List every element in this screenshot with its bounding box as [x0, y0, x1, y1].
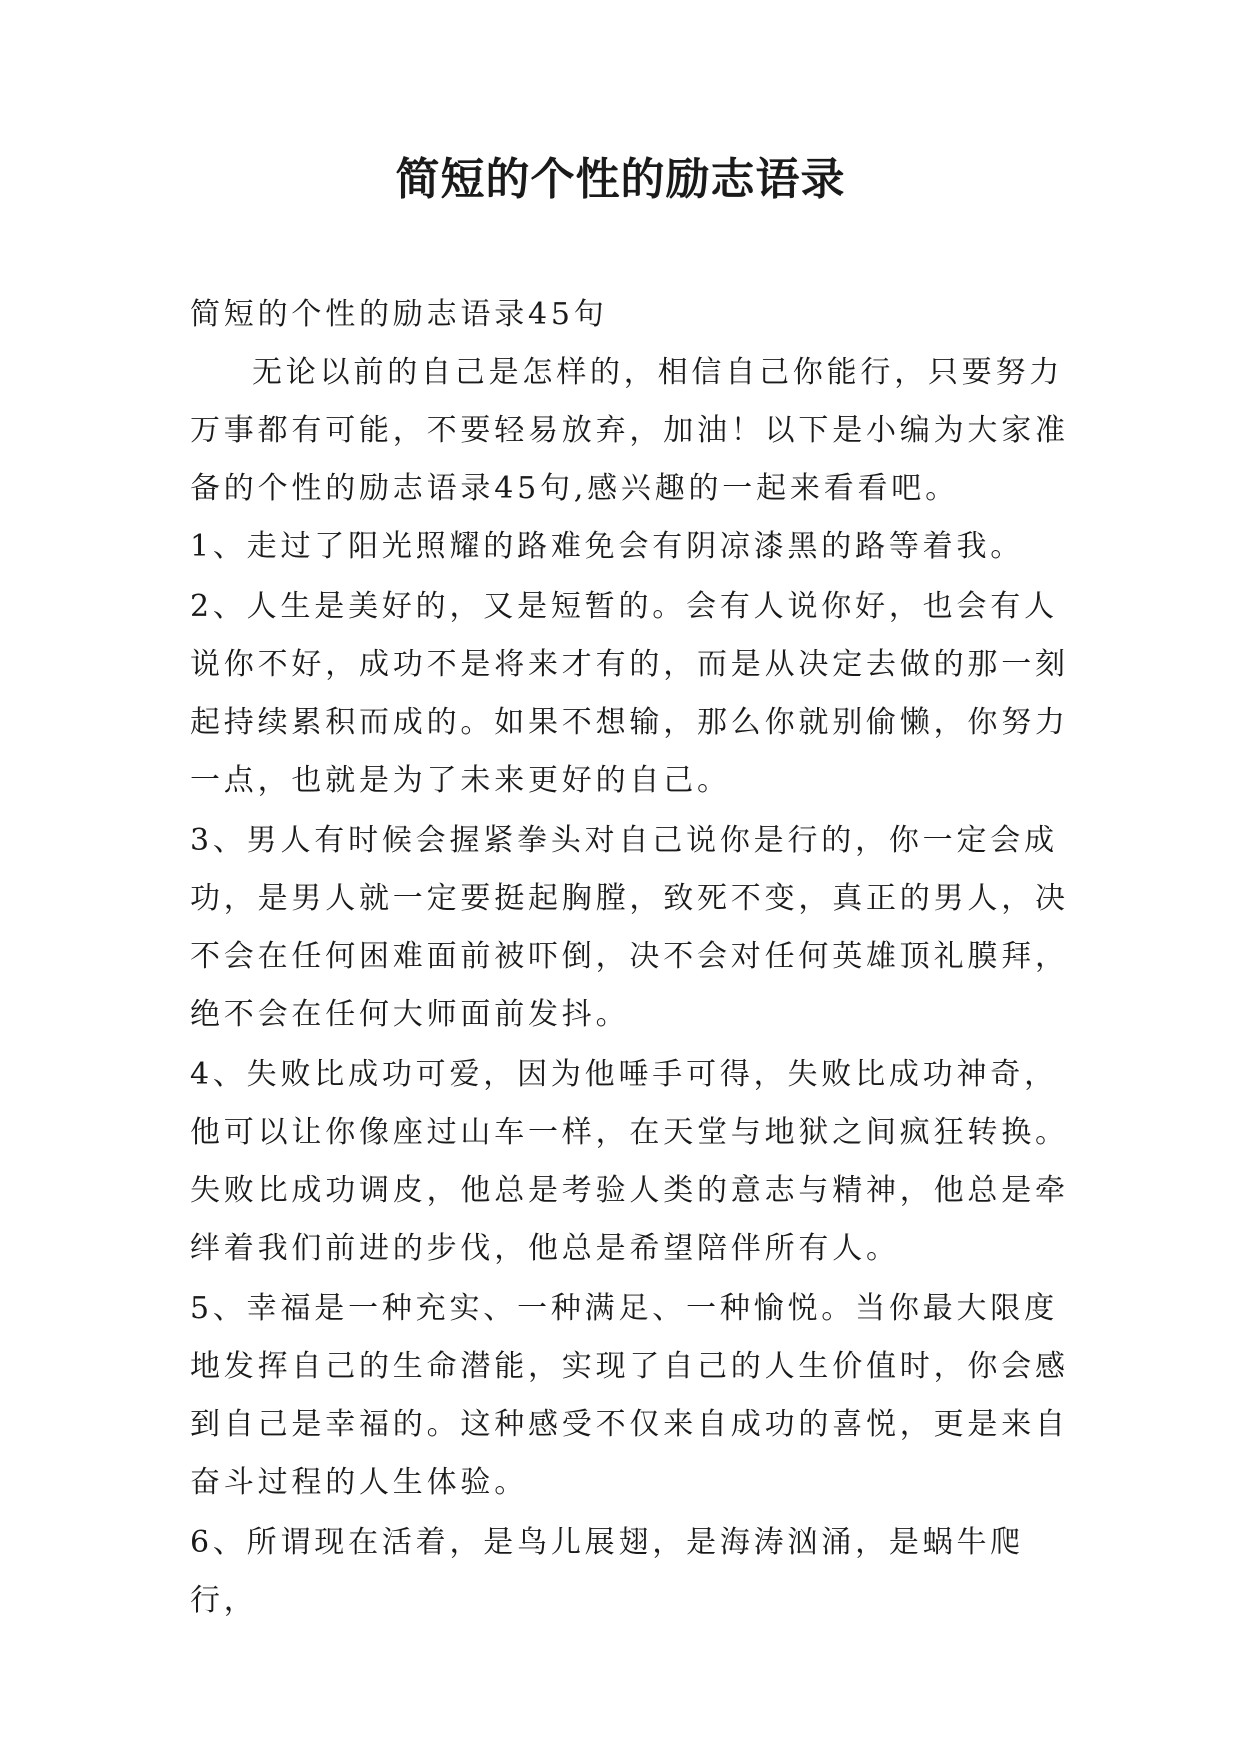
- quote-item-6: 6、所谓现在活着，是鸟儿展翅，是海涛汹涌，是蜗牛爬行，: [190, 1525, 1025, 1618]
- intro-paragraph: 无论以前的自己是怎样的，相信自己你能行，只要努力万事都有可能，不要轻易放弃，加油！以下是小编为大家准备的个性的励志语录45句,感兴趣的一起来看看吧。: [190, 355, 1069, 506]
- document-body: [190, 286, 1070, 1630]
- quote-item-4: 4、失败比成功可爱，因为他唾手可得，失败比成功神奇，他可以让你像座过山车一样，在天堂与地狱之间疯狂转换。失败比成功调皮，他总是考验人类的意志与精神，他总是牵绊着我们前进的步伐，他总是希望陪伴所有人。: [190, 1057, 1069, 1266]
- quote-item-1: 1、走过了阳光照耀的路难免会有阴凉漆黑的路等着我。: [190, 529, 1025, 564]
- quote-item-5: 5、幸福是一种充实、一种满足、一种愉悦。当你最大限度地发挥自己的生命潜能，实现了自己的人生价值时，你会感到自己是幸福的。这种感受不仅来自成功的喜悦，更是来自奋斗过程的人生体验。: [190, 1291, 1069, 1500]
- quote-item-3: 3、男人有时候会握紧拳头对自己说你是行的，你一定会成功，是男人就一定要挺起胸膛，致死不变，真正的男人，决不会在任何困难面前被吓倒，决不会对任何英雄顶礼膜拜，绝不会在任何大师面前发抖。: [190, 823, 1069, 1032]
- document-title: 简短的个性的励志语录: [395, 154, 846, 205]
- document-subtitle: 简短的个性的励志语录45句: [190, 297, 608, 332]
- quote-item-2: 2、人生是美好的，又是短暂的。会有人说你好，也会有人说你不好，成功不是将来才有的，而是从决定去做的那一刻起持续累积而成的。如果不想输，那么你就别偷懒，你努力一点，也就是为了未来更好的自己。: [190, 589, 1069, 798]
